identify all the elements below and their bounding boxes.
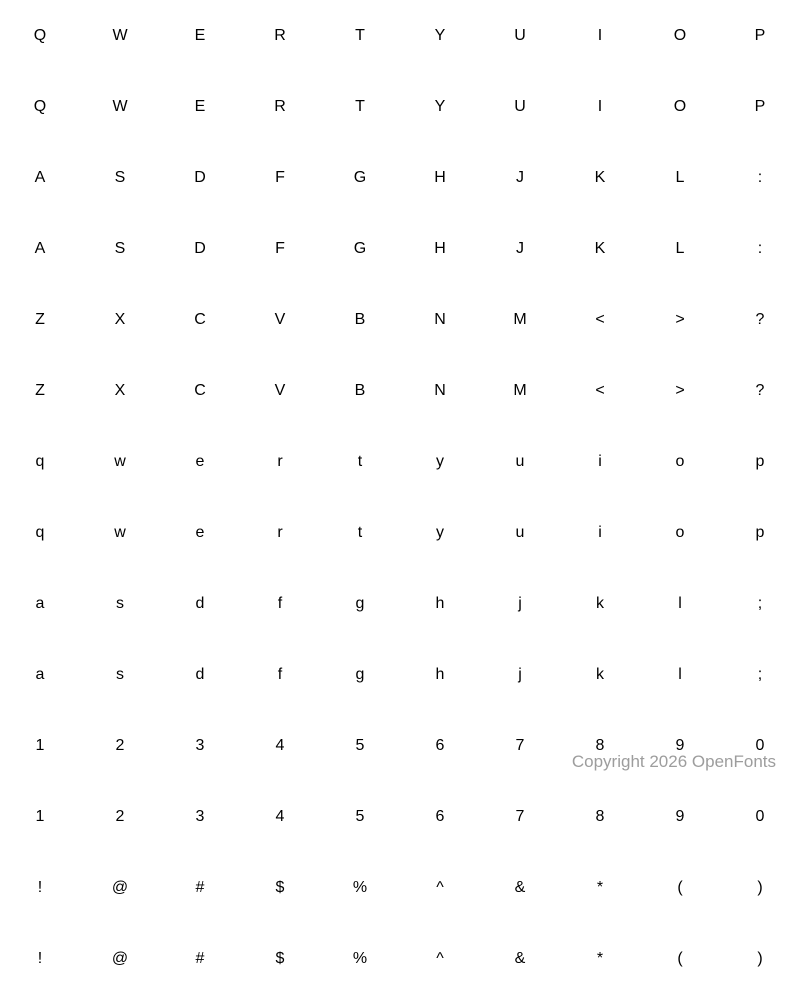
key-glyph: F [275, 168, 285, 186]
key-glyph: d [195, 594, 205, 612]
key-glyph: y [436, 452, 444, 470]
key-glyph: i [598, 452, 602, 470]
specimen-glyph: R [274, 97, 286, 115]
specimen-glyph: D [194, 239, 206, 257]
specimen-glyph: 1 [35, 807, 45, 825]
key-glyph: @ [111, 878, 129, 896]
specimen-glyph: & [514, 949, 526, 967]
key-glyph: I [597, 26, 603, 44]
specimen-glyph: o [675, 523, 685, 541]
key-glyph: $ [275, 878, 285, 896]
key-glyph: e [195, 452, 205, 470]
specimen-glyph: J [516, 239, 524, 257]
specimen-glyph: Y [434, 97, 446, 115]
key-glyph: Y [434, 26, 446, 44]
key-glyph: f [277, 594, 283, 612]
specimen-glyph: W [112, 97, 128, 115]
specimen-glyph: 4 [275, 807, 285, 825]
key-glyph: T [355, 26, 365, 44]
key-glyph: A [34, 168, 46, 186]
key-glyph: H [434, 168, 446, 186]
key-glyph: u [515, 452, 525, 470]
key-glyph: ^ [436, 878, 444, 896]
key-glyph: l [678, 594, 682, 612]
specimen-glyph: ? [755, 381, 765, 399]
key-glyph: C [194, 310, 206, 328]
key-glyph: & [514, 878, 526, 896]
specimen-glyph: # [195, 949, 205, 967]
specimen-glyph: X [114, 381, 126, 399]
key-glyph: U [514, 26, 526, 44]
key-glyph: s [116, 594, 124, 612]
specimen-glyph: t [357, 523, 363, 541]
specimen-glyph: 2 [115, 807, 125, 825]
specimen-glyph: a [35, 665, 45, 683]
key-glyph: p [755, 452, 765, 470]
specimen-glyph: ! [37, 949, 43, 967]
key-glyph: E [194, 26, 206, 44]
specimen-glyph: h [435, 665, 445, 683]
specimen-glyph: ) [757, 949, 763, 967]
specimen-glyph: F [275, 239, 285, 257]
key-glyph: ? [755, 310, 765, 328]
specimen-glyph: i [598, 523, 602, 541]
specimen-glyph: 3 [195, 807, 205, 825]
key-glyph: O [673, 26, 687, 44]
key-glyph: ) [757, 878, 763, 896]
key-glyph: 9 [675, 736, 685, 754]
key-glyph: L [675, 168, 685, 186]
specimen-glyph: T [355, 97, 365, 115]
key-glyph: X [114, 310, 126, 328]
specimen-glyph: u [515, 523, 525, 541]
specimen-glyph: B [354, 381, 366, 399]
key-glyph: 6 [435, 736, 445, 754]
key-glyph: # [195, 878, 205, 896]
specimen-glyph: 6 [435, 807, 445, 825]
specimen-glyph: C [194, 381, 206, 399]
copyright-notice: Copyright 2026 OpenFonts [571, 752, 776, 771]
key-glyph: : [757, 168, 763, 186]
key-glyph: h [435, 594, 445, 612]
specimen-glyph: 9 [675, 807, 685, 825]
key-glyph: K [594, 168, 606, 186]
specimen-glyph: S [114, 239, 126, 257]
key-glyph: Q [33, 26, 47, 44]
key-glyph: M [513, 310, 527, 328]
key-glyph: B [354, 310, 366, 328]
key-glyph: 5 [355, 736, 365, 754]
specimen-glyph: Q [33, 97, 47, 115]
key-glyph: r [277, 452, 283, 470]
key-glyph: % [352, 878, 368, 896]
key-glyph: ; [757, 594, 763, 612]
specimen-glyph: 0 [755, 807, 765, 825]
key-glyph: w [114, 452, 126, 470]
key-glyph: 8 [595, 736, 605, 754]
key-glyph: D [194, 168, 206, 186]
specimen-glyph: 5 [355, 807, 365, 825]
key-glyph: 0 [755, 736, 765, 754]
specimen-glyph: A [34, 239, 46, 257]
specimen-glyph: y [436, 523, 444, 541]
specimen-glyph: r [277, 523, 283, 541]
specimen-glyph: 7 [515, 807, 525, 825]
specimen-glyph: f [277, 665, 283, 683]
key-glyph: W [112, 26, 128, 44]
specimen-glyph: P [754, 97, 766, 115]
key-glyph: < [595, 310, 605, 328]
key-glyph: j [518, 594, 522, 612]
specimen-glyph: ( [677, 949, 683, 967]
key-glyph: q [35, 452, 45, 470]
specimen-glyph: e [195, 523, 205, 541]
specimen-glyph: E [194, 97, 206, 115]
specimen-glyph: p [755, 523, 765, 541]
key-glyph: P [754, 26, 766, 44]
key-glyph: > [675, 310, 685, 328]
key-glyph: 4 [275, 736, 285, 754]
specimen-glyph: N [434, 381, 446, 399]
specimen-glyph: M [513, 381, 527, 399]
key-glyph: S [114, 168, 126, 186]
specimen-glyph: j [518, 665, 522, 683]
specimen-glyph: H [434, 239, 446, 257]
key-glyph: V [274, 310, 286, 328]
key-glyph: 3 [195, 736, 205, 754]
specimen-glyph: < [595, 381, 605, 399]
specimen-glyph: G [353, 239, 367, 257]
specimen-glyph: U [514, 97, 526, 115]
specimen-glyph: k [596, 665, 604, 683]
specimen-glyph: s [116, 665, 124, 683]
specimen-glyph: w [114, 523, 126, 541]
key-glyph: R [274, 26, 286, 44]
specimen-glyph: % [352, 949, 368, 967]
specimen-glyph: $ [275, 949, 285, 967]
key-glyph: g [355, 594, 365, 612]
key-glyph: G [353, 168, 367, 186]
key-glyph: a [35, 594, 45, 612]
key-glyph: 7 [515, 736, 525, 754]
key-glyph: Z [35, 310, 45, 328]
key-glyph: * [596, 878, 604, 896]
specimen-glyph: : [757, 239, 763, 257]
key-glyph: 1 [35, 736, 45, 754]
specimen-glyph: 8 [595, 807, 605, 825]
specimen-glyph: @ [111, 949, 129, 967]
specimen-glyph: * [596, 949, 604, 967]
specimen-glyph: Z [35, 381, 45, 399]
key-glyph: k [596, 594, 604, 612]
specimen-glyph: O [673, 97, 687, 115]
specimen-glyph: I [597, 97, 603, 115]
key-glyph: J [516, 168, 524, 186]
specimen-glyph: ^ [436, 949, 444, 967]
specimen-glyph: d [195, 665, 205, 683]
specimen-glyph: q [35, 523, 45, 541]
specimen-glyph: K [594, 239, 606, 257]
specimen-glyph: g [355, 665, 365, 683]
specimen-glyph: V [274, 381, 286, 399]
key-glyph: t [357, 452, 363, 470]
key-glyph: o [675, 452, 685, 470]
specimen-glyph: ; [757, 665, 763, 683]
specimen-glyph: L [675, 239, 685, 257]
key-glyph: N [434, 310, 446, 328]
specimen-glyph: > [675, 381, 685, 399]
key-glyph: 2 [115, 736, 125, 754]
key-glyph: ( [677, 878, 683, 896]
specimen-glyph: l [678, 665, 682, 683]
key-glyph: ! [37, 878, 43, 896]
